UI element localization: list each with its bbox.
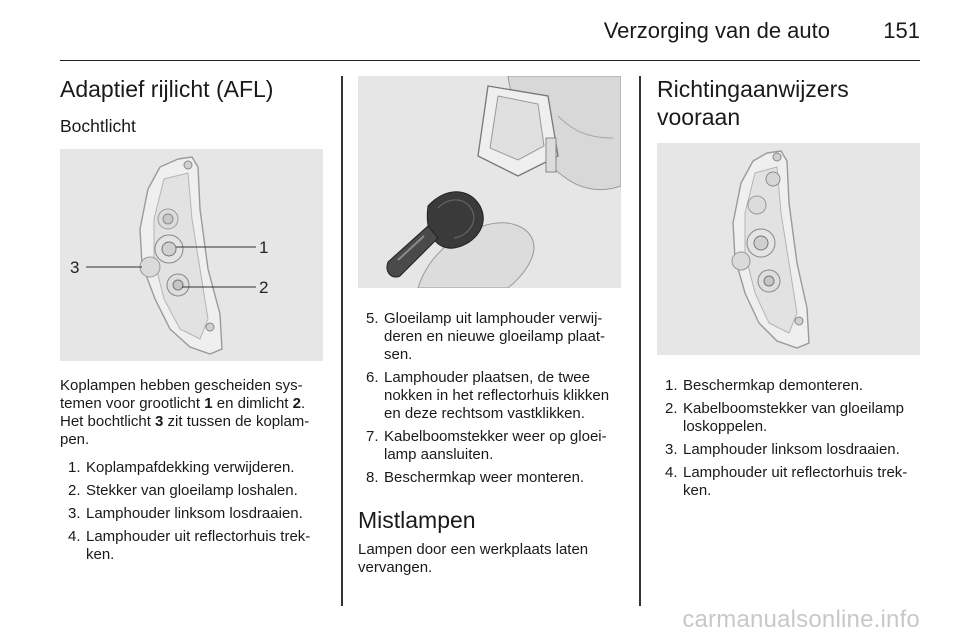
list-item [60,482,325,500]
bulb-holder-drawing [358,76,621,288]
callout-1-label: 1 [259,237,269,257]
intro-paragraph [60,377,325,449]
column-turn-signals [657,76,920,505]
step-number: 2. [68,481,81,499]
step-text: Lamphouder linksom losdraaien. [86,504,303,522]
list-item [657,441,920,459]
heading-line-1: Richtingaanwijzers [657,76,849,102]
step-text: Kabelboomstekker van gloeilamp loskoppelen. [683,400,904,436]
step-number: 4. [665,464,678,482]
step-text: Kabelboomstekker weer op gloei-lamp aansluiten. [384,428,607,463]
step-number: 6. [366,369,379,386]
intro-ref-3: 3 [155,412,164,430]
bulb-holder-illustration [358,76,621,288]
list-item [358,428,623,464]
step-text: Beschermkap demonteren. [683,377,864,395]
column-divider-right [639,76,641,606]
step-text: Lamphouder uit reflectorhuis trek-ken. [86,527,311,563]
step-number: 7. [366,428,379,445]
callout-3-label: 3 [70,257,80,277]
header-title: Verzorging van de auto [603,18,830,43]
step-text: Stekker van gloeilamp loshalen. [86,481,298,499]
headlamp-rear-illustration [60,149,323,361]
step-text: Beschermkap weer monteren. [384,469,585,486]
step-number: 5. [366,310,379,327]
column-afl [60,76,325,569]
intro-ref-1: 1 [204,394,213,412]
column-divider-left [341,76,343,606]
steps-list-bulb [358,310,623,487]
intro-text-d: zit tussen de koplam-pen. [60,412,310,448]
heading-line-2: vooraan [657,103,741,130]
list-item [60,459,325,477]
step-text: Lamphouder uit reflectorhuis trek-ken. [683,464,908,500]
turn-signal-illustration [657,143,920,355]
intro-ref-2: 2 [292,394,301,412]
page-number: 151 [883,18,920,43]
step-text: Lamphouder linksom losdraaien. [683,441,900,459]
list-item [358,369,623,423]
step-number: 8. [366,469,379,486]
section-heading-mistlampen: Mistlampen [358,507,476,533]
step-text: Gloeilamp uit lamphouder verwij-deren en nieuwe gloeilamp plaat-sen. [384,310,605,363]
list-item [358,310,623,364]
list-item [60,505,325,523]
watermark: carmanualsonline.info [682,606,920,633]
turn-signal-drawing [657,143,920,355]
subheading-bochtlicht: Bochtlicht [60,115,136,136]
step-text: Lamphouder plaatsen, de twee nokken in het reflectorhuis klikken en deze rechtsom vastklikken. [384,369,610,422]
intro-text-b: en dimlicht [212,394,293,412]
section-heading-richtingaanwijzers [657,76,920,131]
mistlampen-paragraph: Lampen door een werkplaats laten vervangen. [358,540,589,576]
headlamp-rear-drawing [60,149,323,361]
list-item [657,377,920,395]
step-number: 3. [665,441,678,459]
step-number: 1. [68,458,81,476]
page-header [60,0,920,61]
callout-2-label: 2 [259,277,269,297]
steps-list-turn-signal [657,377,920,500]
list-item [60,528,325,564]
step-number: 2. [665,400,678,418]
list-item [358,469,623,487]
steps-list-afl [60,459,325,564]
step-number: 4. [68,527,81,545]
step-number: 1. [665,377,678,395]
list-item [657,464,920,500]
list-item [657,400,920,436]
intro-text-c: . Het bochtlicht [60,394,306,430]
step-number: 3. [68,504,81,522]
step-text: Koplampafdekking verwijderen. [86,458,295,476]
section-heading-afl: Adaptief rijlicht (AFL) [60,76,274,102]
intro-text-a: Koplampen hebben gescheiden sys-temen voor grootlicht [60,376,303,412]
column-bulb-replacement [358,76,623,577]
